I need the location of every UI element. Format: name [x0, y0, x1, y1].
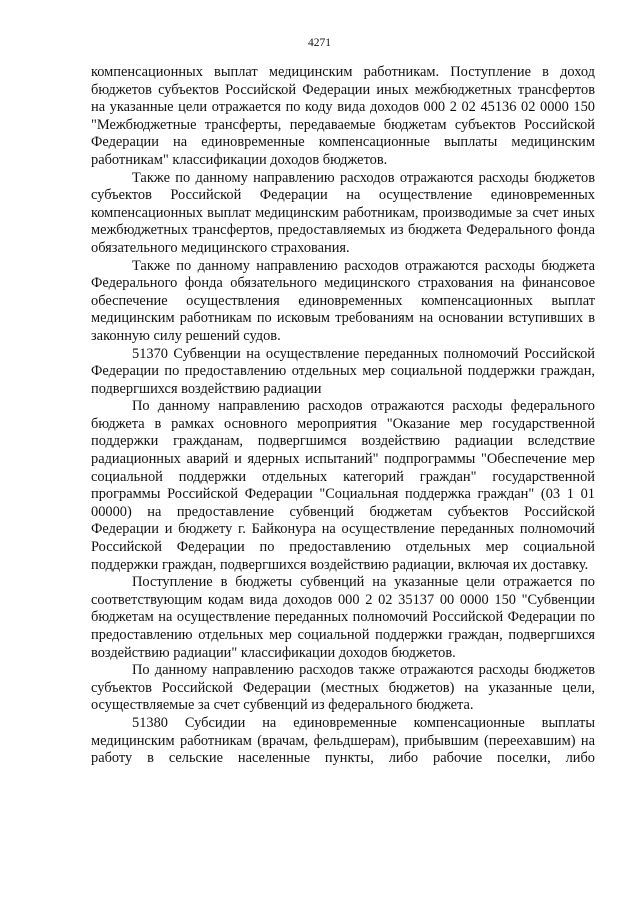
paragraph-3: Также по данному направлению расходов отражаются расходы бюджета Федерального фонда обязательного медицинского страхования на финансовое обеспечение осуществления единовременных компенсационных выплат медицинским работникам по исковым требованиям на основании вступивших в законную силу решений судов.: [91, 257, 595, 344]
paragraph-section-51370-heading: 51370 Субвенции на осуществление переданных полномочий Российской Федерации по предоставлению отдельных мер социальной поддержки граждан, подвергшихся воздействию радиации: [91, 345, 595, 397]
paragraph-6: Поступление в бюджеты субвенций на указанные цели отражается по соответствующим кодам вида доходов 000 2 02 35137 00 0000 150 "Субвенции бюджетам на осуществление переданных полномочий Российской Федерации по предоставлению отдельных мер социальной поддержки граждан, подвергшихся воздействию радиации" классификации доходов бюджетов.: [91, 574, 595, 661]
paragraph-5: По данному направлению расходов отражаются расходы федерального бюджета в рамках основного мероприятия "Оказание мер государственной поддержки гражданам, подвергшимся воздействию радиации вследствие радиационных аварий и ядерных испытаний" подпрограммы "Обеспечение мер социальной поддержки отдельных категорий граждан" государственной программы Российской Федерации "Социальная поддержка граждан" (03 1 01 00000) на предоставление субвенций бюджетам субъектов Российской Федерации и бюджету г. Байконура на осуществление переданных полномочий Российской Федерации по предоставлению отдельных мер социальной поддержки граждан, подвергшихся воздействию радиации, включая их доставку.: [91, 398, 595, 573]
paragraph-section-51380-heading: 51380 Субсидии на единовременные компенсационные выплаты медицинским работникам (врачам, фельдшерам), прибывшим (переехавшим) на работу в сельские населенные пункты, либо рабочие поселки, либо: [91, 714, 595, 767]
document-body: [91, 64, 595, 768]
paragraph-1: компенсационных выплат медицинским работникам. Поступление в доход бюджетов субъектов Российской Федерации иных межбюджетных трансфертов на указанные цели отражается по коду вида доходов 000 2 02 45136 02 0000 150 "Межбюджетные трансферты, передаваемые бюджетам субъектов Российской Федерации на единовременные компенсационные выплаты медицинским работникам" классификации доходов бюджетов.: [91, 64, 595, 168]
paragraph-7: По данному направлению расходов также отражаются расходы бюджетов субъектов Российской Федерации (местных бюджетов) на указанные цели, осуществляемые за счет субвенций из федерального бюджета.: [91, 662, 595, 714]
page-number: 4271: [308, 37, 331, 49]
paragraph-2: Также по данному направлению расходов отражаются расходы бюджетов субъектов Российской Федерации на осуществление единовременных компенсационных выплат медицинским работникам, производимые за счет иных межбюджетных трансфертов, предоставляемых из бюджета Федерального фонда обязательного медицинского страхования.: [91, 169, 595, 256]
